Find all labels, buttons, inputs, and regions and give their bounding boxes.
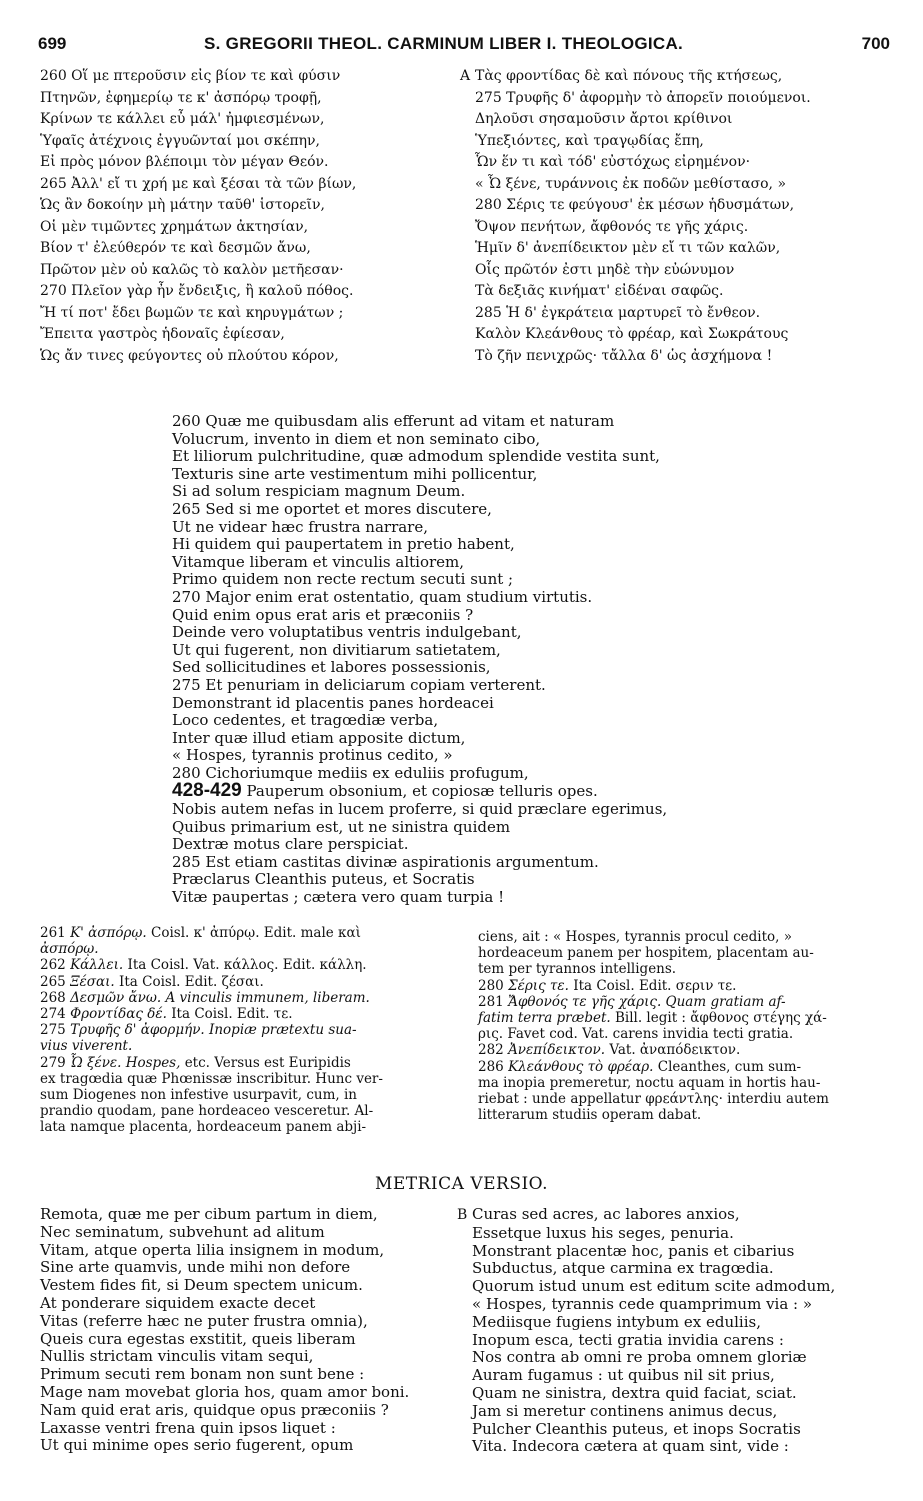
latin-prose-line bbox=[172, 677, 792, 695]
latin-prose-line-text: 260 Quæ me quibusdam alis efferunt ad vitam et naturam bbox=[172, 412, 615, 430]
footnote-text: Bill. legit : ἄφθονος στέγης χά- bbox=[610, 1010, 827, 1027]
footnote-line bbox=[478, 1010, 898, 1026]
greek-verse-line bbox=[460, 346, 900, 368]
greek-verse-line-text: Καλὸν Κλεάνθους τὸ φρέαρ, καὶ Σωκράτους bbox=[475, 326, 789, 342]
metrical-verse-line-text: Remota, quæ me per cibum partum in diem, bbox=[40, 1205, 378, 1223]
footnote-reference: fatim terra præbet. bbox=[478, 1010, 611, 1027]
greek-verse-line-text: Τὰς φροντίδας δὲ καὶ πόνους τῆς κτήσεως, bbox=[475, 68, 783, 84]
metrical-verse-line bbox=[457, 1421, 907, 1439]
footnote-reference: Τρυφῆς δ' ἀφορμήν. Inopiæ prætextu sua- bbox=[70, 1022, 357, 1039]
latin-prose-line-text: Si ad solum respiciam magnum Deum. bbox=[172, 482, 466, 501]
footnote-text: Ita Coisl. Edit. τε. bbox=[166, 1006, 293, 1023]
greek-verse-line bbox=[40, 174, 460, 196]
metrical-verse-line-text: Quam ne sinistra, dextra quid faciat, sciat. bbox=[472, 1383, 797, 1402]
latin-prose-line-text: Inter quæ illud etiam apposite dictum, bbox=[172, 728, 466, 747]
footnote-number: 262 bbox=[40, 957, 71, 974]
footnote-text: tem per tyrannos intelligens. bbox=[478, 961, 677, 978]
footnote-text: litterarum studiis operam dabat. bbox=[478, 1107, 702, 1124]
latin-prose-line-text: Ut ne videar hæc frustra narrare, bbox=[172, 517, 428, 536]
latin-prose-line bbox=[172, 854, 792, 872]
latin-prose-line-text: Quid enim opus erat aris et præconiis ? bbox=[172, 605, 474, 624]
greek-verse-line bbox=[460, 152, 900, 174]
footnote-reference: Ξέσαι. bbox=[70, 973, 115, 990]
metrical-verse-left-column bbox=[40, 1206, 460, 1455]
footnote-number: 281 bbox=[478, 993, 509, 1010]
greek-verse-line bbox=[40, 303, 460, 325]
footnote-number: 265 bbox=[40, 973, 71, 990]
greek-verse-line-text: 265 Ἀλλ' εἴ τι χρή με καὶ ξέσαι τὰ τῶν βίων, bbox=[40, 175, 357, 192]
page-header bbox=[38, 34, 890, 56]
latin-prose-line-text: Præclarus Cleanthis puteus, et Socratis bbox=[172, 870, 475, 889]
greek-verse-line bbox=[460, 217, 900, 239]
metrical-verse-line bbox=[457, 1296, 907, 1314]
metrical-verse-line-text: Vita. Indecora cætera at quam sint, vide : bbox=[472, 1437, 789, 1456]
metrica-versio-heading: METRICA VERSIO. bbox=[374, 1174, 549, 1194]
latin-prose-line-text: Dextræ motus clare perspiciat. bbox=[172, 835, 409, 854]
metrical-verse-line bbox=[457, 1349, 907, 1367]
latin-prose-line bbox=[172, 501, 792, 519]
metrical-verse-line-text: Vestem fides fit, si Deum spectem unicum. bbox=[40, 1276, 363, 1295]
metrical-verse-line bbox=[40, 1331, 460, 1349]
greek-verse-line-text: Πρῶτον μὲν οὐ καλῶς τὸ καλὸν μετῆεσαν· bbox=[40, 261, 344, 278]
footnote-reference: Κλεάνθους τὸ φρέαρ. bbox=[508, 1058, 654, 1075]
footnote-text: riebat : unde appellatur φρεάντλης· interdiu autem bbox=[478, 1091, 829, 1108]
footnote-number: 282 bbox=[478, 1042, 509, 1059]
footnote-reference: vius viverent. bbox=[40, 1038, 133, 1055]
greek-verse-line-text: Ἡμῖν δ' ἀνεπίδεικτον μὲν εἴ τι τῶν καλῶν, bbox=[475, 240, 781, 256]
latin-prose-line-text: Demonstrant id placentis panes hordeacei bbox=[172, 693, 494, 712]
footnote-line bbox=[478, 1026, 898, 1042]
left-page-number: 699 bbox=[38, 34, 67, 53]
greek-verse-line-text: Δηλοῦσι σησαμοῦσιν ἄρτοι κρίθινοι bbox=[475, 111, 733, 127]
footnote-line bbox=[40, 1087, 460, 1103]
greek-verse-line-text: 280 Σέρις τε φεύγουσ' ἐκ μέσων ἡδυσμάτων, bbox=[475, 197, 795, 213]
footnote-line bbox=[478, 1042, 898, 1058]
latin-prose-line-text: Quibus primarium est, ut ne sinistra quidem bbox=[172, 817, 511, 836]
footnote-text: ex tragœdia quæ Phœnissæ inscribitur. Hunc ver- bbox=[40, 1070, 383, 1087]
footnote-text: lata namque placenta, hordeaceum panem abji- bbox=[40, 1119, 367, 1136]
metrical-verse-line bbox=[40, 1348, 460, 1366]
footnote-reference: ἀσπόρῳ. bbox=[40, 941, 99, 958]
metrical-verse-line-text: Essetque luxus his seges, penuria. bbox=[472, 1223, 734, 1242]
footnote-number: 280 bbox=[478, 977, 509, 994]
latin-prose-line bbox=[172, 765, 792, 783]
latin-prose-line bbox=[172, 747, 792, 765]
right-page-number: 700 bbox=[861, 34, 890, 53]
greek-verse-line bbox=[460, 303, 900, 325]
latin-prose-line-text: Vitæ paupertas ; cætera vero quam turpia ! bbox=[172, 888, 505, 907]
latin-prose-line-text: Ut qui fugerent, non divitiarum satietatem, bbox=[172, 640, 501, 659]
footnote-reference: Κάλλει. bbox=[70, 957, 124, 974]
greek-verse-line bbox=[460, 131, 900, 153]
metrical-verse-line-text: Sine arte quamvis, unde mihi non defore bbox=[40, 1258, 351, 1277]
latin-prose-line bbox=[172, 889, 792, 907]
latin-prose-line bbox=[172, 413, 792, 431]
marker-line-text: Pauperum obsonium, et copiosæ telluris opes. bbox=[246, 782, 598, 801]
footnote-number: 275 bbox=[40, 1022, 71, 1039]
metrical-verse-line bbox=[457, 1225, 907, 1243]
greek-verse-line bbox=[40, 346, 460, 368]
metrical-verse-line-text: Inopum esca, tecti gratia invidia carens : bbox=[472, 1330, 784, 1349]
greek-verse-line bbox=[40, 281, 460, 303]
footnote-reference: Κ' ἀσπόρῳ. bbox=[70, 925, 147, 941]
footnote-line bbox=[478, 929, 898, 945]
footnote-line bbox=[40, 990, 460, 1006]
metrical-verse-line bbox=[40, 1366, 460, 1384]
latin-prose-line-text: Texturis sine arte vestimentum mihi pollicentur, bbox=[172, 464, 538, 483]
metrical-verse-line-text: Vitas (referre hæc ne puter frustra omnia), bbox=[40, 1311, 368, 1330]
greek-verse-line bbox=[40, 217, 460, 239]
metrical-verse-line-text: Nam quid erat aris, quidque opus præconiis ? bbox=[40, 1400, 389, 1419]
metrical-verse-line bbox=[40, 1420, 460, 1438]
footnote-text: prandio quodam, pane hordeaceo vesceretur. Al- bbox=[40, 1103, 374, 1120]
latin-prose-line bbox=[172, 519, 792, 537]
footnote-line bbox=[478, 1059, 898, 1075]
metrical-verse-line bbox=[457, 1243, 907, 1261]
greek-verse-line-text: Οἱ μὲν τιμῶντες χρημάτων ἀκτησίαν, bbox=[40, 218, 309, 235]
footnote-line bbox=[40, 957, 460, 973]
greek-verse-line bbox=[460, 260, 900, 282]
metrical-verse-line-text: Primum secuti rem bonam non sunt bene : bbox=[40, 1365, 365, 1384]
running-title: S. GREGORII THEOL. CARMINUM LIBER I. THEOLOGICA. bbox=[204, 34, 684, 53]
metrical-verse-line bbox=[457, 1403, 907, 1421]
metrical-verse-line bbox=[40, 1384, 460, 1402]
metrical-verse-line bbox=[457, 1438, 907, 1456]
greek-verse-line-text: Τὸ ζῆν πενιχρῶς· τἄλλα δ' ὡς ἀσχήμονα ! bbox=[475, 347, 773, 364]
footnote-text: Cleanthes, cum sum- bbox=[653, 1058, 802, 1075]
footnote-line bbox=[478, 1107, 898, 1123]
greek-verse-line-text: Ὡς ἄν τινες φεύγοντες οὐ πλούτου κόρον, bbox=[40, 347, 339, 364]
latin-prose-line bbox=[172, 871, 792, 889]
latin-prose-line-text: « Hospes, tyrannis protinus cedito, » bbox=[172, 746, 453, 765]
footnote-text: ciens, ait : « Hospes, tyrannis procul cedito, » bbox=[478, 929, 792, 945]
greek-verse-line-text: Ἤ τί ποτ' ἔδει βωμῶν τε καὶ κηρυγμάτων ; bbox=[40, 304, 344, 321]
metrical-verse-line-text: « Hospes, tyrannis cede quamprimum via : » bbox=[472, 1294, 813, 1313]
footnote-reference: Φροντίδας δέ. bbox=[70, 1006, 167, 1023]
greek-verse-line-text: Πτηνῶν, ἐφημερίῳ τε κ' ἀσπόρῳ τροφῇ, bbox=[40, 89, 322, 106]
column-letter-marker: A bbox=[460, 68, 471, 84]
footnote-text: sum Diogenes non infestive usurpavit, cum, in bbox=[40, 1087, 357, 1104]
metrical-verse-line-text: Nullis strictam vinculis vitam sequi, bbox=[40, 1347, 314, 1366]
metrical-verse-line bbox=[40, 1224, 460, 1242]
latin-prose-line-text: Primo quidem non recte rectum secuti sunt ; bbox=[172, 570, 514, 589]
latin-prose-line bbox=[172, 448, 792, 466]
footnote-line bbox=[478, 1091, 898, 1107]
metrical-verse-line bbox=[457, 1314, 907, 1332]
column-letter-marker: B bbox=[457, 1207, 468, 1223]
footnote-line bbox=[478, 961, 898, 977]
metrical-verse-line-text: Queis cura egestas exstitit, queis liberam bbox=[40, 1329, 356, 1348]
metrical-verse-line bbox=[40, 1295, 460, 1313]
latin-prose-line bbox=[172, 642, 792, 660]
greek-verse-line bbox=[40, 195, 460, 217]
latin-prose-line bbox=[172, 554, 792, 572]
metrical-verse-line bbox=[457, 1332, 907, 1350]
latin-prose-line-text: 265 Sed si me oportet et mores discutere, bbox=[172, 499, 492, 518]
footnote-line bbox=[40, 1006, 460, 1022]
footnote-reference: Ὦ ξένε. Hospes, bbox=[70, 1054, 181, 1071]
footnote-text: Ita Coisl. Edit. ζέσαι. bbox=[114, 973, 264, 990]
footnote-line bbox=[40, 1038, 460, 1054]
greek-verse-line bbox=[460, 174, 900, 196]
footnote-line bbox=[40, 1055, 460, 1071]
metrical-verse-line bbox=[457, 1206, 907, 1225]
footnote-line bbox=[40, 1119, 460, 1135]
greek-verse-line-text: Βίον τ' ἐλεύθερόν τε καὶ δεσμῶν ἄνω, bbox=[40, 240, 311, 256]
footnote-line bbox=[478, 1075, 898, 1091]
greek-verse-line bbox=[460, 281, 900, 303]
greek-verse-line bbox=[460, 324, 900, 346]
footnote-number: 279 bbox=[40, 1054, 71, 1071]
latin-prose-line-text: 270 Major enim erat ostentatio, quam studium virtutis. bbox=[172, 587, 593, 606]
metrical-verse-line bbox=[40, 1402, 460, 1420]
footnote-line bbox=[478, 994, 898, 1010]
metrical-verse-line bbox=[40, 1437, 460, 1455]
metrical-verse-line-text: Vitam, atque operta lilia insignem in modum, bbox=[40, 1240, 385, 1259]
latin-prose-line bbox=[172, 712, 792, 730]
greek-text-left-column bbox=[40, 66, 460, 367]
greek-verse-line bbox=[40, 131, 460, 153]
metrical-verse-line bbox=[40, 1277, 460, 1295]
latin-prose-line bbox=[172, 483, 792, 501]
greek-verse-line-text: Ὑπεξιόντες, καὶ τραγῳδίας ἔπη, bbox=[475, 132, 704, 149]
footnote-number: 261 bbox=[40, 925, 71, 941]
footnote-text: ρις. Favet cod. Vat. carens invidia tecti gratia. bbox=[478, 1026, 794, 1043]
footnote-number: 286 bbox=[478, 1058, 509, 1075]
latin-prose-line bbox=[172, 801, 792, 819]
footnote-reference: Ἀνεπίδεικτον. bbox=[508, 1042, 606, 1059]
footnote-line bbox=[40, 925, 460, 941]
greek-verse-line bbox=[460, 195, 900, 217]
metrical-verse-line bbox=[457, 1367, 907, 1385]
metrical-verse-line bbox=[457, 1260, 907, 1278]
column-marker-line bbox=[172, 782, 792, 801]
metrical-verse-line-text: Quorum istud unum est editum scite admodum, bbox=[472, 1277, 836, 1296]
footnotes-left-column bbox=[40, 925, 460, 1136]
latin-prose-line-text: Et liliorum pulchritudine, quæ admodum splendide vestita sunt, bbox=[172, 447, 660, 466]
footnote-line bbox=[40, 1022, 460, 1038]
greek-verse-line-text: Ἔπειτα γαστρὸς ἡδοναῖς ἐφίεσαν, bbox=[40, 326, 285, 342]
metrical-verse-line-text: Nec seminatum, subvehunt ad alitum bbox=[40, 1222, 325, 1241]
greek-verse-line bbox=[460, 66, 900, 88]
greek-verse-line-text: Οἷς πρῶτόν ἐστι μηδὲ τὴν εὐώνυμον bbox=[475, 261, 735, 278]
greek-verse-line-text: « Ὦ ξένε, τυράννοις ἐκ ποδῶν μεθίστασο, » bbox=[475, 175, 787, 192]
greek-verse-line bbox=[460, 109, 900, 131]
latin-prose-line-text: 285 Est etiam castitas divinæ aspirationis argumentum. bbox=[172, 852, 599, 871]
footnotes-right-column bbox=[478, 929, 898, 1123]
metrical-verse-line-text: Monstrant placentæ hoc, panis et cibarius bbox=[472, 1241, 795, 1260]
latin-prose-line-text: 275 Et penuriam in deliciarum copiam verterent. bbox=[172, 675, 546, 694]
latin-prose-line bbox=[172, 536, 792, 554]
footnote-line bbox=[40, 1071, 460, 1087]
latin-prose-line-text: Nobis autem nefas in lucem proferre, si quid præclare egerimus, bbox=[172, 800, 668, 819]
footnote-text: Vat. ἀναπόδεικτον. bbox=[605, 1042, 741, 1059]
metrical-verse-line-text: Subductus, atque carmina ex tragœdia. bbox=[472, 1259, 774, 1278]
latin-prose-line bbox=[172, 607, 792, 625]
metrical-verse-line-text: Mage nam movebat gloria hos, quam amor boni. bbox=[40, 1382, 410, 1401]
metrical-verse-line-text: Mediisque fugiens intybum ex eduliis, bbox=[472, 1312, 761, 1331]
footnote-line bbox=[40, 1103, 460, 1119]
metrical-verse-line-text: At ponderare siquidem exacte decet bbox=[40, 1293, 316, 1312]
latin-prose-line bbox=[172, 624, 792, 642]
footnote-line bbox=[478, 945, 898, 961]
metrical-verse-line bbox=[40, 1259, 460, 1277]
greek-verse-line-text: Κρίνων τε κάλλει εὖ μάλ' ἠμφιεσμένων, bbox=[40, 111, 325, 127]
metrical-verse-line-text: Auram fugamus : ut quibus nil sit prius, bbox=[472, 1366, 775, 1385]
metrical-verse-line bbox=[457, 1278, 907, 1296]
metrical-verse-line-text: Ut qui minime opes serio fugerent, opum bbox=[40, 1436, 354, 1455]
greek-verse-line-text: 260 Οἵ με πτεροῦσιν εἰς βίον τε καὶ φύσιν bbox=[40, 68, 341, 84]
greek-verse-line bbox=[40, 88, 460, 110]
latin-prose-line-text: Vitamque liberam et vinculis altiorem, bbox=[172, 552, 465, 571]
metrical-verse-line bbox=[40, 1313, 460, 1331]
metrical-verse-line-text: Laxasse ventri frena quin ipsos liquet : bbox=[40, 1418, 336, 1437]
footnote-text: Ita Coisl. Edit. σεριν τε. bbox=[568, 977, 737, 994]
column-marker: 428-429 bbox=[172, 780, 242, 802]
footnote-text: ma inopia premeretur, noctu aquam in hortis hau- bbox=[478, 1074, 821, 1091]
footnote-number: 268 bbox=[40, 989, 71, 1006]
footnote-line bbox=[40, 974, 460, 990]
metrical-verse-line bbox=[457, 1385, 907, 1403]
greek-verse-line bbox=[460, 88, 900, 110]
greek-verse-line-text: Ὡς ἂν δοκοίην μὴ μάτην ταῦθ' ἱστορεῖν, bbox=[40, 197, 325, 213]
metrical-verse-line-text: Nos contra ab omni re proba omnem gloriæ bbox=[472, 1348, 807, 1367]
latin-prose-line bbox=[172, 819, 792, 837]
greek-verse-line-text: Εἰ πρὸς μόνον βλέποιμι τὸν μέγαν Θεόν. bbox=[40, 154, 329, 170]
greek-verse-line-text: Τὰ δεξιᾶς κινήματ' εἰδέναι σαφῶς. bbox=[475, 283, 724, 299]
latin-prose-line bbox=[172, 466, 792, 484]
metrical-verse-line bbox=[40, 1206, 460, 1224]
greek-verse-line bbox=[40, 260, 460, 282]
latin-prose-line-text: Deinde vero voluptatibus ventris indulgebant, bbox=[172, 623, 522, 642]
footnote-text: etc. Versus est Euripidis bbox=[180, 1054, 351, 1071]
footnote-text: Coisl. κ' ἀπύρῳ. Edit. male καὶ bbox=[146, 925, 361, 941]
latin-prose-line bbox=[172, 659, 792, 677]
greek-verse-line bbox=[40, 324, 460, 346]
greek-verse-line-text: 285 Ἡ δ' ἐγκράτεια μαρτυρεῖ τὸ ἔνθεον. bbox=[475, 304, 761, 321]
footnote-reference: Ἄφθονός τε γῆς χάρις. Quam gratiam af- bbox=[508, 993, 786, 1010]
greek-verse-line bbox=[40, 152, 460, 174]
metrical-verse-line-text: Curas sed acres, ac labores anxios, bbox=[472, 1205, 740, 1223]
metrical-verse-line-text: Jam si meretur continens animus decus, bbox=[472, 1401, 778, 1420]
greek-verse-line-text: Ὄψον πενήτων, ἄφθονός τε γῆς χάρις. bbox=[475, 218, 749, 235]
greek-text-right-column bbox=[460, 66, 900, 367]
metrical-verse-line bbox=[40, 1242, 460, 1260]
footnote-line bbox=[40, 941, 460, 957]
footnote-line bbox=[478, 978, 898, 994]
latin-prose-line bbox=[172, 589, 792, 607]
metrical-verse-line-text: Pulcher Cleanthis puteus, et inops Socratis bbox=[472, 1419, 801, 1438]
greek-verse-line-text: Ὧν ἕν τι καὶ τόδ' εὐστόχως εἰρημένον· bbox=[475, 154, 751, 170]
latin-prose-line bbox=[172, 730, 792, 748]
footnote-reference: Δεσμῶν ἄνω. A vinculis immunem, liberam. bbox=[70, 989, 370, 1006]
latin-prose-line-text: Sed sollicitudines et labores possessionis, bbox=[172, 658, 491, 677]
metrical-verse-right-column bbox=[457, 1206, 907, 1456]
footnote-text: hordeaceum panem per hospitem, placentam au- bbox=[478, 945, 814, 962]
latin-prose-line bbox=[172, 431, 792, 449]
latin-prose-line-text: Loco cedentes, et tragœdiæ verba, bbox=[172, 711, 439, 730]
latin-prose-line bbox=[172, 695, 792, 713]
latin-prose-translation bbox=[172, 413, 792, 907]
greek-verse-line bbox=[40, 109, 460, 131]
footnote-reference: Σέρις τε. bbox=[508, 977, 569, 994]
footnote-number: 274 bbox=[40, 1006, 71, 1023]
greek-verse-line bbox=[40, 66, 460, 88]
footnote-text: Ita Coisl. Vat. κάλλος. Edit. κάλλη. bbox=[123, 957, 367, 974]
latin-prose-line-text: Volucrum, invento in diem et non seminato cibo, bbox=[172, 429, 541, 448]
latin-prose-line-text: 280 Cichoriumque mediis ex eduliis profugum, bbox=[172, 763, 529, 782]
greek-verse-line-text: Ὑφαῖς ἀτέχνοις ἐγγυῶνταί μοι σκέπην, bbox=[40, 132, 320, 149]
greek-verse-line bbox=[40, 238, 460, 260]
greek-verse-line-text: 270 Πλεῖον γὰρ ἦν ἔνδειξις, ἢ καλοῦ πόθος. bbox=[40, 283, 354, 299]
latin-prose-line-text: Hi quidem qui paupertatem in pretio habent, bbox=[172, 535, 515, 554]
latin-prose-line bbox=[172, 571, 792, 589]
latin-prose-line bbox=[172, 836, 792, 854]
greek-verse-line-text: 275 Τρυφῆς δ' ἀφορμὴν τὸ ἀπορεῖν ποιούμενοι. bbox=[475, 89, 811, 106]
greek-verse-line bbox=[460, 238, 900, 260]
